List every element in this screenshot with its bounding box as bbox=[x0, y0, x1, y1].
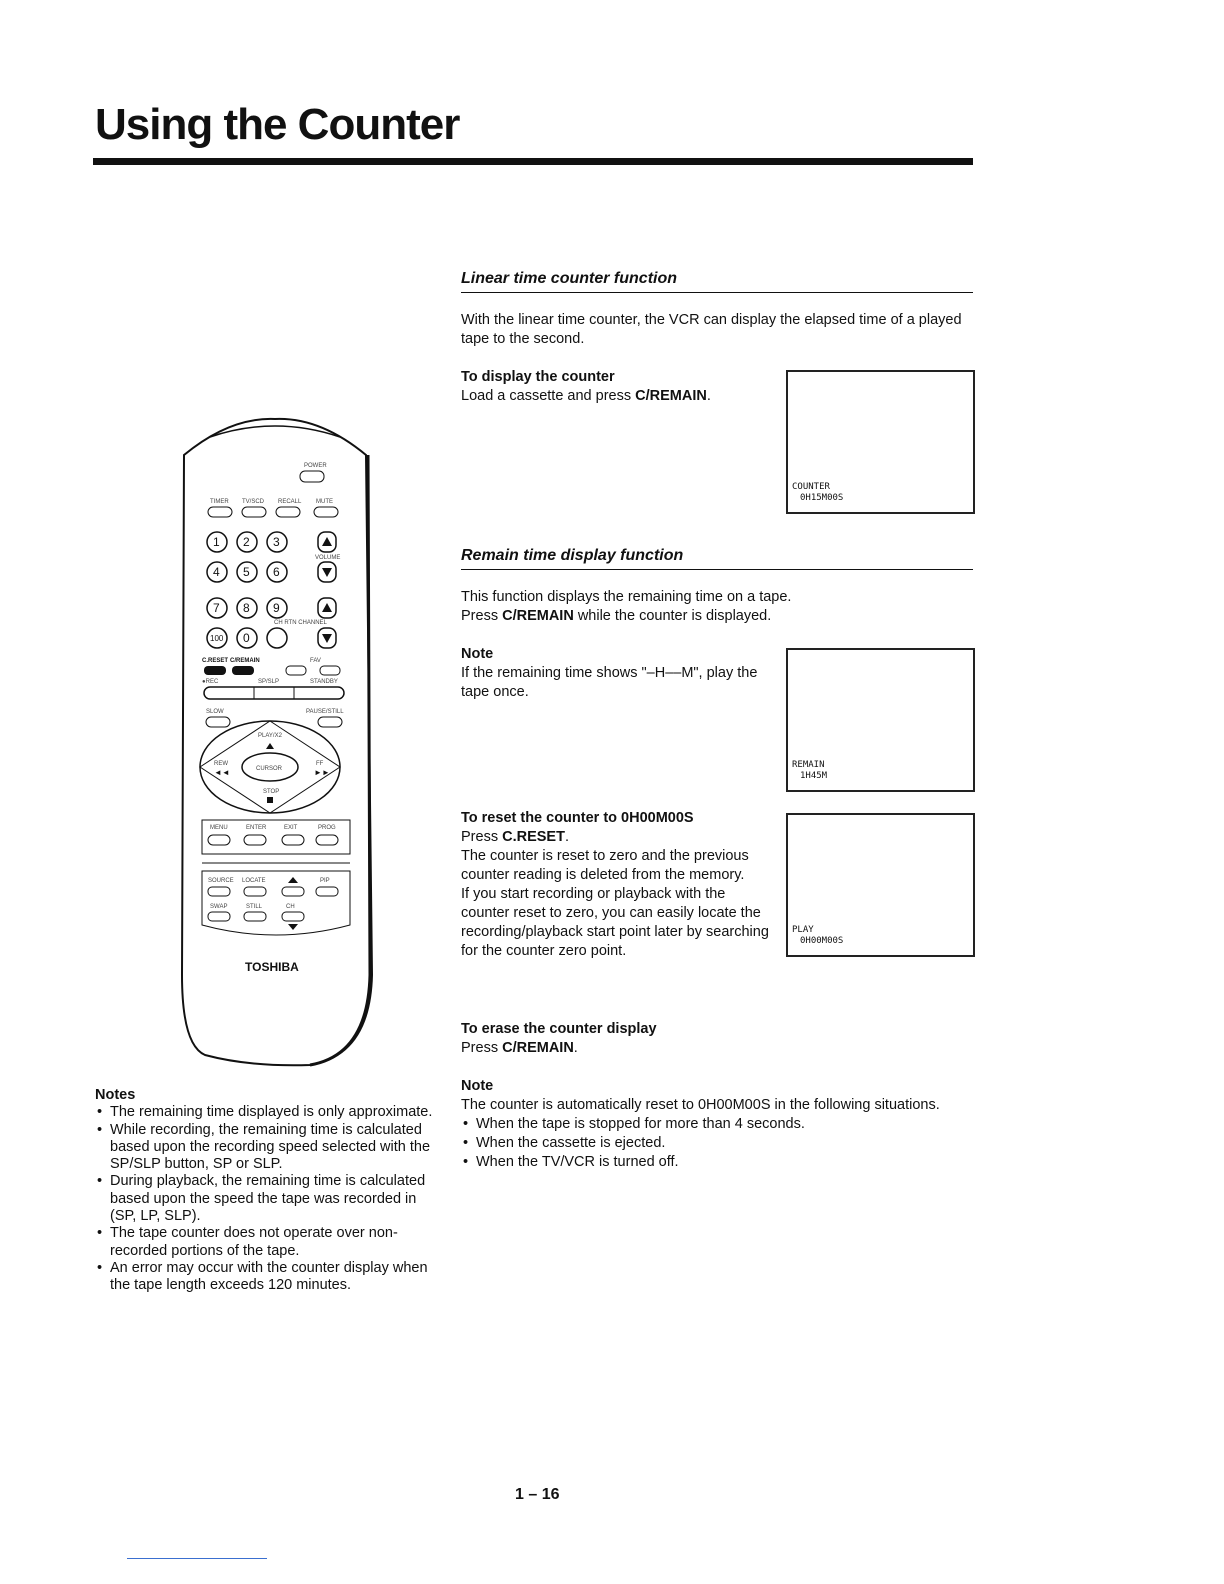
list-item: • When the tape is stopped for more than 4 seconds. bbox=[461, 1115, 961, 1134]
erase-press: Press C/REMAIN. bbox=[461, 1040, 578, 1056]
remote-fav-label: FAV bbox=[310, 658, 321, 664]
remain-screen bbox=[786, 648, 975, 792]
remote-control-illustration bbox=[170, 415, 380, 1080]
remote-ch-label: CH bbox=[286, 904, 295, 910]
remain-note-text: If the remaining time shows "–H––M", play the tape once. bbox=[461, 665, 758, 700]
remote-prog-label: PROG bbox=[318, 825, 336, 831]
list-item: • The remaining time displayed is only approximate. bbox=[95, 1104, 440, 1121]
list-item: • While recording, the remaining time is calculated based upon the recording speed selected with the SP/SLP button, SP or SLP. bbox=[95, 1122, 440, 1174]
remote-key-8-label: 8 bbox=[243, 601, 250, 615]
linear-heading-rule bbox=[461, 292, 973, 293]
remote-volume-label: VOLUME bbox=[315, 555, 341, 561]
counter-screen bbox=[786, 370, 975, 514]
remote-key-4-label: 4 bbox=[213, 565, 220, 579]
remote-enter-label: ENTER bbox=[246, 825, 267, 831]
left-notes-list bbox=[95, 1104, 440, 1294]
display-counter-block bbox=[461, 368, 771, 406]
remain-intro-line2: Press C/REMAIN while the counter is displayed. bbox=[461, 608, 772, 624]
remote-key-100-label: 100 bbox=[210, 634, 224, 643]
fast-forward-icon: ►► bbox=[314, 768, 330, 777]
remote-cremain-label: C/REMAIN bbox=[230, 658, 260, 664]
reset-text-2: If you start recording or playback with the counter reset to zero, you can easily locate the recording/playback start point later by searching for the counter zero point. bbox=[461, 886, 769, 959]
remain-intro-line1: This function displays the remaining time on a tape. bbox=[461, 589, 792, 605]
remote-key-1-label: 1 bbox=[213, 535, 220, 549]
reset-press: Press C.RESET. bbox=[461, 829, 569, 845]
remote-label-tvscd: TV/SCD bbox=[242, 499, 265, 505]
remain-note bbox=[461, 645, 761, 702]
remote-exit-label: EXIT bbox=[284, 825, 298, 831]
remain-intro bbox=[461, 588, 973, 626]
remote-rec-label: ●REC bbox=[202, 679, 219, 685]
play-screen bbox=[786, 813, 975, 957]
remote-channel-label: CH RTN CHANNEL bbox=[274, 620, 327, 626]
remote-swap-label: SWAP bbox=[210, 904, 228, 910]
erase-block bbox=[461, 1020, 771, 1058]
left-notes bbox=[95, 1087, 440, 1295]
remote-spslp-label: SP/SLP bbox=[258, 679, 280, 685]
list-item: • An error may occur with the counter display when the tape length exceeds 120 minutes. bbox=[95, 1260, 440, 1295]
play-screen-line2: 0H00M00S bbox=[800, 936, 844, 946]
counter-screen-line1: COUNTER bbox=[792, 482, 830, 492]
remain-heading-rule bbox=[461, 569, 973, 570]
remote-key-7-label: 7 bbox=[213, 601, 220, 615]
reset-text-1: The counter is reset to zero and the previous counter reading is deleted from the memory. bbox=[461, 848, 749, 883]
auto-reset-note bbox=[461, 1077, 961, 1172]
remote-play-label: PLAY/X2 bbox=[258, 733, 282, 739]
reset-block bbox=[461, 809, 771, 961]
list-item: • When the cassette is ejected. bbox=[461, 1134, 961, 1153]
auto-reset-note-text: The counter is automatically reset to 0H00M00S in the following situations. bbox=[461, 1097, 940, 1113]
remote-key-2-label: 2 bbox=[243, 535, 250, 549]
remote-locate-label: LOCATE bbox=[242, 878, 266, 884]
remote-key-9-label: 9 bbox=[273, 601, 280, 615]
remote-label-timer: TIMER bbox=[210, 499, 229, 505]
title-rule bbox=[93, 158, 973, 165]
remote-key-5-label: 5 bbox=[243, 565, 250, 579]
remote-source-label: SOURCE bbox=[208, 878, 234, 884]
remote-key-6-label: 6 bbox=[273, 565, 280, 579]
remain-screen-line2: 1H45M bbox=[800, 771, 828, 781]
remote-key-3-label: 3 bbox=[273, 535, 280, 549]
left-notes-heading: Notes bbox=[95, 1087, 136, 1103]
remain-heading: Remain time display function bbox=[461, 547, 684, 564]
linear-intro: With the linear time counter, the VCR can display the elapsed time of a played tape to the second. bbox=[461, 312, 962, 347]
remote-still-label: STILL bbox=[246, 904, 263, 910]
remote-key-0-label: 0 bbox=[243, 631, 250, 645]
remain-screen-line1: REMAIN bbox=[792, 760, 825, 770]
list-item: • During playback, the remaining time is calculated based upon the speed the tape was recorded in (SP, LP, SLP). bbox=[95, 1173, 440, 1225]
counter-screen-line2: 0H15M00S bbox=[800, 493, 844, 503]
auto-reset-note-heading: Note bbox=[461, 1078, 494, 1094]
linear-heading: Linear time counter function bbox=[461, 270, 678, 287]
display-counter-text: Load a cassette and press C/REMAIN. bbox=[461, 388, 711, 404]
rewind-icon: ◄◄ bbox=[214, 768, 230, 777]
stop-icon bbox=[267, 797, 273, 803]
remote-pause-label: PAUSE/STILL bbox=[306, 709, 344, 715]
page-title: Using the Counter bbox=[95, 100, 460, 149]
remote-label-mute: MUTE bbox=[316, 499, 333, 505]
remote-ff-label: FF bbox=[316, 761, 324, 767]
display-counter-heading: To display the counter bbox=[461, 369, 615, 385]
remote-menu-label: MENU bbox=[210, 825, 228, 831]
page-number: 1 – 16 bbox=[515, 1486, 560, 1503]
remote-stop-label: STOP bbox=[263, 789, 280, 795]
remote-cremain-button bbox=[232, 666, 254, 675]
remain-note-heading: Note bbox=[461, 646, 494, 662]
remain-screen-text bbox=[792, 760, 827, 782]
list-item: • The tape counter does not operate over non-recorded portions of the tape. bbox=[95, 1225, 440, 1260]
remote-brand-logo: TOSHIBA bbox=[245, 960, 299, 974]
auto-reset-list bbox=[461, 1115, 961, 1172]
footer-line bbox=[127, 1558, 267, 1559]
remote-creset-button bbox=[204, 666, 226, 675]
remote-cursor-label: CURSOR bbox=[256, 766, 283, 772]
remote-standby-label: STANDBY bbox=[310, 679, 338, 685]
remote-rew-label: REW bbox=[214, 761, 228, 767]
play-screen-line1: PLAY bbox=[792, 925, 814, 935]
remote-pip-label: PIP bbox=[320, 878, 330, 884]
reset-heading: To reset the counter to 0H00M00S bbox=[461, 810, 694, 826]
remote-creset-label: C.RESET bbox=[202, 658, 229, 664]
remote-slow-label: SLOW bbox=[206, 709, 224, 715]
play-screen-text bbox=[792, 925, 843, 947]
list-item: • When the TV/VCR is turned off. bbox=[461, 1153, 961, 1172]
remote-label-recall: RECALL bbox=[278, 499, 302, 505]
erase-heading: To erase the counter display bbox=[461, 1021, 657, 1037]
remote-power-label: POWER bbox=[304, 463, 327, 469]
counter-screen-text bbox=[792, 482, 843, 504]
